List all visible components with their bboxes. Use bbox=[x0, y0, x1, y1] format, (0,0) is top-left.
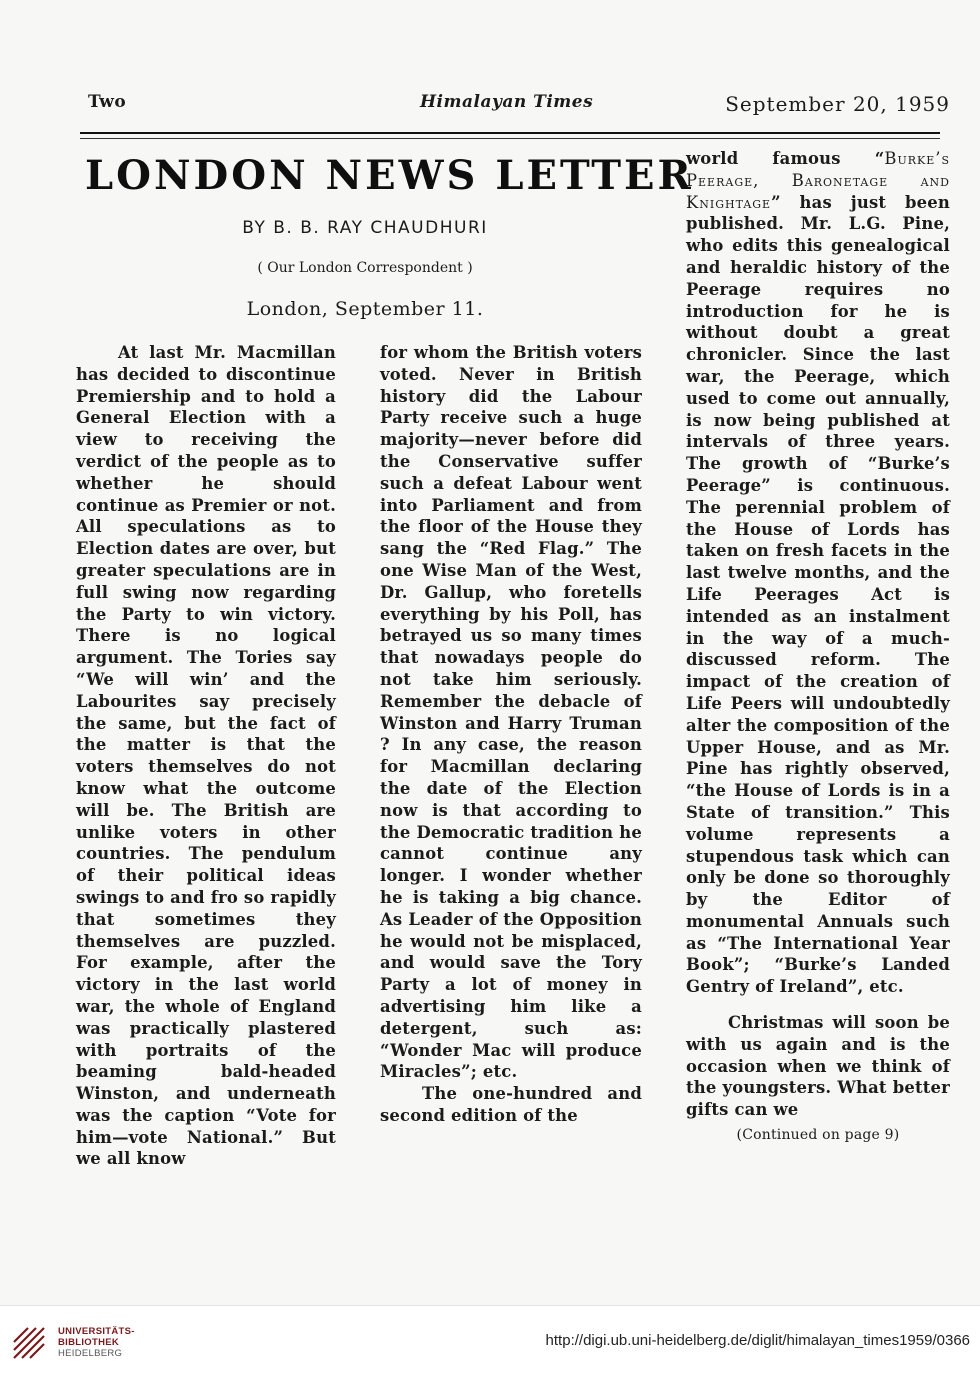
article-dateline: London, September 11. bbox=[246, 298, 484, 320]
col3-paragraph-2: Christmas will soon be with us again and is the occasion when we think of the youngsters. What better gifts can we bbox=[686, 1013, 950, 1120]
article-headline: LONDON NEWS LETTER bbox=[85, 152, 694, 199]
correspondent-note: ( Our London Correspondent ) bbox=[257, 260, 473, 276]
masthead: Himalayan Times bbox=[420, 92, 594, 112]
digitization-footer bbox=[0, 1305, 980, 1390]
col3-paragraph bbox=[686, 148, 950, 998]
col3-lead: world famous “ bbox=[686, 149, 885, 168]
source-url[interactable]: http://digi.ub.uni-heidelberg.de/diglit/himalayan_times1959/0366 bbox=[545, 1332, 970, 1349]
col1-paragraph: At last Mr. Macmillan has decided to discontinue Premiership and to hold a General Election with a view to receiving the verdict of the people as to whether he should continue as Premier or not. All speculations as to Election dates are over, but greater speculations are in full swing now regarding the Party to win victory. There is no logical argument. The Tories say “We will win’ and the Labourites say precisely the same, but the fact of the matter is that the voters themselves do not know what the outcome will be. The British are unlike voters in other countries. The pendulum of their political ideas swings to and fro so rapidly that sometimes they themselves are puzzled. For example, after the victory in the last world war, the whole of England was practically plastered with portraits of the beaming bald-headed Winston, and underneath was the caption “Vote for him—vote National.” But we all know bbox=[76, 343, 336, 1169]
continued-note: (Continued on page 9) bbox=[736, 1127, 900, 1144]
library-name bbox=[58, 1326, 135, 1359]
library-line-1: UNIVERSITÄTS- bbox=[58, 1326, 135, 1337]
library-city: HEIDELBERG bbox=[58, 1348, 123, 1359]
book-title: Burke’s Peerage, Baronetage and Knightage bbox=[686, 149, 950, 212]
page-label: Two bbox=[88, 92, 127, 112]
col2-paragraph: for whom the British voters voted. Never in British history did the Labour Party receive such a huge majority—never before did the Conservative suffer such a defeat Labour went into Parliament and from the floor of the House they sang the “Red Flag.” The one Wise Man of the West, Dr. Gallup, who foretells everything by his Poll, has betrayed us so many times that nowadays people do not take him seriously. Remember the debacle of Winston and Harry Truman ? In any case, the reason for Macmillan declaring the date of the Election now is that according to the Democratic tradition he cannot continue any longer. I wonder whether he is taking a big chance. As Leader of the Opposition he would not be misplaced, and would save the Tory Party a lot of money in advertising him like a detergent, such as: “Wonder Mac will produce Miracles”; etc. bbox=[380, 343, 642, 1082]
article-column-3 bbox=[686, 148, 950, 1147]
article-byline: BY B. B. RAY CHAUDHURI bbox=[242, 218, 488, 238]
col2-paragraph-2: The one-hundred and second edition of the bbox=[380, 1084, 642, 1125]
col3-body: ” has just been published. Mr. L.G. Pine, who edits this genealogical and heraldic history of the Peerage requires no introduction for he is without doubt a great chronicler. Since the last war, the Peerage, which used to come out annually, is now being published at intervals of three years. The growth of “Burke’s Peerage” is continuous. The perennial problem of the House of Lords has taken on fresh facets in the last twelve months, and the Life Peerages Act is intended as an instalment in the way of a much-discussed reform. The impact of the creation of Life Peers will undoubtedly alter the composition of the Upper House, and as Mr. Pine has rightly observed, “the House of Lords is in a State of transition.” This volume represents a stupendous task which can only be done so thoroughly by the Editor of monumental Annuals such as “The International Year Book”; “Burke’s Landed Gentry of Ireland”, etc. bbox=[686, 192, 950, 997]
article-column-1 bbox=[76, 342, 336, 1170]
header-rule bbox=[80, 132, 940, 134]
library-logo-icon bbox=[10, 1324, 48, 1362]
header-rule-thin bbox=[80, 138, 940, 139]
article-column-2 bbox=[380, 342, 642, 1127]
issue-date: September 20, 1959 bbox=[725, 92, 950, 116]
library-line-2: BIBLIOTHEK bbox=[58, 1337, 120, 1348]
